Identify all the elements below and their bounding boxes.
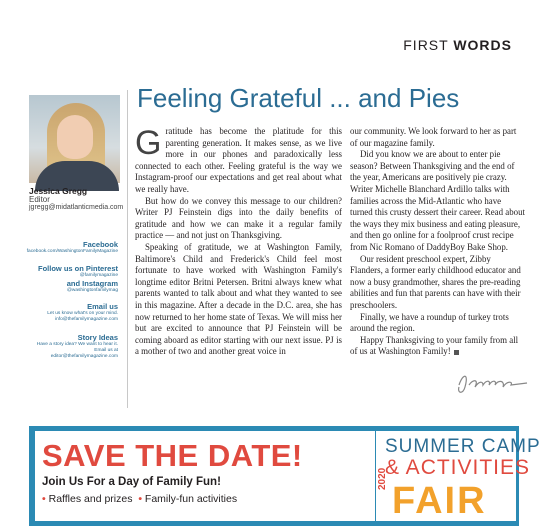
paragraph: Did you know we are about to enter pie season? Between Thanksgiving and the end of the year, Americans are positively pie crazy. Writer Michelle Blanchard Ardillo talks with families across the Mid-Atlantic who have turned this crusty dessert their career. Read about the ways they mix business and eating pleasure, and then go online for a foolproof crust recipe from Nic Romano of DaddyBoy Bake Shop.: [350, 149, 525, 252]
story-ideas-block: [37, 333, 118, 360]
editor-signature: [453, 367, 533, 397]
pinterest-block: [38, 264, 118, 294]
section-header: [403, 37, 512, 53]
editor-email[interactable]: jgregg@midatlanticmedia.com: [29, 204, 124, 211]
banner-title: SAVE THE DATE!: [42, 438, 303, 473]
instagram-heading: and Instagram: [66, 279, 118, 288]
article-column-2: [350, 126, 525, 358]
section-label: FIRST: [403, 37, 454, 53]
email-block: [47, 302, 118, 323]
banner-subtitle: Join Us For a Day of Family Fun!: [42, 476, 221, 488]
paragraph: our community. We look forward to her as part of our magazine family.: [350, 126, 517, 148]
paragraph: Our resident preschool expert, Zibby Flanders, a former early childhood educator and now a busy grandmother, shares the pre-reading abilities and fun that parents can have with their preschoolers.: [350, 253, 521, 310]
story-ideas-text: Have a story idea? We want to hear it.: [36, 342, 118, 347]
bullet-activities: Family-fun activities: [144, 493, 238, 505]
article-column-1: [135, 126, 342, 358]
paragraph: Finally, we have a roundup of turkey trots around the region.: [350, 311, 509, 334]
drop-cap: G: [135, 124, 162, 162]
facebook-block: [27, 240, 118, 255]
instagram-handle[interactable]: @washingtonfamilymag: [67, 288, 118, 293]
story-ideas-email[interactable]: editor@thefamilymagazine.com: [50, 354, 118, 359]
facebook-link[interactable]: facebook.com/WashingtonFamilyMagazine: [26, 249, 118, 254]
facebook-heading: Facebook: [82, 240, 118, 249]
column-divider: [127, 90, 128, 408]
fair-logo-year: 2020: [377, 467, 388, 490]
banner-bullets: • Raffles and prizes • Family-fun activities: [42, 493, 238, 505]
story-ideas-heading: Story Ideas: [77, 333, 118, 342]
section-label-bold: WORDS: [453, 37, 512, 53]
editor-role: Editor: [29, 195, 50, 204]
email-heading: Email us: [87, 302, 118, 311]
story-ideas-text-2: Email us at: [94, 348, 118, 353]
pinterest-handle[interactable]: @familymagazine: [79, 273, 118, 278]
email-address[interactable]: info@thefamilymagazine.com: [55, 317, 118, 322]
editor-name: Jessica Gregg: [29, 186, 88, 196]
bullet-raffles: Raffles and prizes: [48, 493, 133, 505]
editor-photo: [29, 95, 120, 183]
paragraph: But how do we convey this message to our children? Writer PJ Feinstein digs into the daily benefits of gratitude and how we can make it a regular family practice — and not just on Thanksgiving.: [135, 195, 342, 241]
paragraph: Happy Thanksgiving to your family from all of us at Washington Family!: [350, 334, 519, 357]
fair-logo-fair: FAIR: [392, 480, 487, 522]
paragraph: Gratitude has become the platitude for this parenting generation. It makes sense, as we live more in our phones and paradoxically less connected to each other. Feeling grateful is the way we Instagram-proof our expectations and get real about what we really have.: [135, 124, 342, 194]
end-mark: [454, 350, 459, 355]
fair-logo-summer: SUMMER CAMP: [385, 436, 541, 457]
pinterest-heading: Follow us on Pinterest: [37, 264, 118, 273]
email-text: Let us know what's on your mind.: [47, 311, 118, 316]
fair-logo-activities: & ACTIVITIES: [385, 456, 531, 479]
paragraph: Speaking of gratitude, we at Washington Family, Baltimore's Child and Frederick's Child feel most fortunate to have worked with Washington Family's longtime editor Britni Petersen. Britni always knew what parents wanted to talk about and what they wanted to see in this magazine. After a decade in the D.C. area, she has now returned to her home state of Texas. We will miss her but are excited to announce that PJ Feinstein will be coming aboard as editor starting with our next issue. PJ is a mother of two and another great voice in: [135, 241, 342, 357]
article-headline: Feeling Grateful ... and Pies: [137, 83, 460, 113]
